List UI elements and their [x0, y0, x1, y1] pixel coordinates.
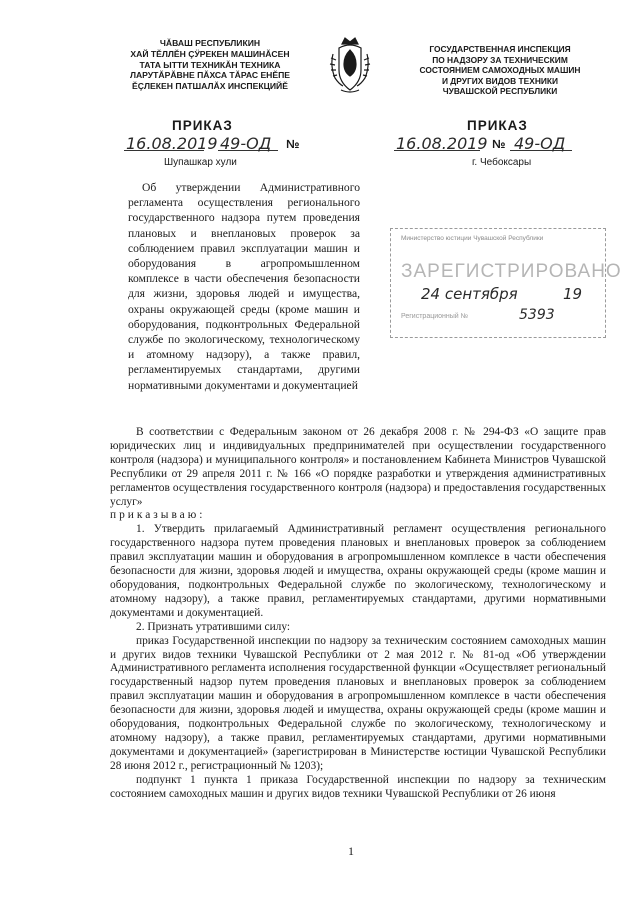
paragraph-repealed-2: подпункт 1 пункта 1 приказа Государственной инспекции по надзору за техническим состоянием самоходных машин и других видов техники Чувашской Республики от 26 июня: [110, 773, 606, 800]
document-title: Об утверждении Административного регламента осуществления регионального государственного надзора путем проведения плановых и внеплановых проверок за соблюдением правил эксплуатации машин и оборудования в агропромышленном комплексе в части обеспечения безопасности для жизни, здоровья людей и имущества, охраны окружающей среды (кроме машин и оборудования, подконтрольных Федеральной службе по экологическому, технологическому и атомному надзору), а также правил, регламентируемых стандартами, другими нормативными документами и документацией: [128, 181, 360, 392]
order-number-right: 49-ОД: [514, 134, 566, 153]
order-title-right: ПРИКАЗ: [467, 118, 528, 133]
header-right-line: СОСТОЯНИЕМ САМОХОДНЫХ МАШИН: [419, 65, 581, 76]
header-right-line: ПО НАДЗОРУ ЗА ТЕХНИЧЕСКИМ: [432, 54, 568, 65]
paragraph-repealed-1: приказ Государственной инспекции по надзору за техническим состоянием самоходных машин и других видов техники Чувашской Республики от 2 мая 2012 г. № 81-од «Об утверждении Административного регламента исполнения государственной функции «Осуществляет региональный государственный надзор путем проведения плановых и внеплановых проверок за соблюдением правил эксплуатации машин и оборудования в агропромышленном комплексе в части обеспечения безопасности для жизни, здоровья людей и имущества, охраны окружающей среды (кроме машин и оборудования, подконтрольных Федеральной службе по экологическому, технологическому и атомному надзору), а также правил, регламентируемых стандартами, другими нормативными документами и документацией» (зарегистрирован в Министерстве юстиции Чувашской Республики 28 июня 2012 г., регистрационный № 1203);: [110, 634, 606, 772]
header-right-line: ГОСУДАРСТВЕННАЯ ИНСПЕКЦИЯ: [429, 44, 571, 54]
paragraph-item-2: 2. Признать утратившими силу:: [136, 620, 291, 633]
header-left-line: ĔÇЛЕКЕН ПАТШАЛĂХ ИНСПЕКЦИЙĔ: [132, 81, 288, 92]
paragraph-preamble: В соответствии с Федеральным законом от 26 декабря 2008 г. № 294-ФЗ «О защите прав юридических лиц и индивидуальных предпринимателей при осуществлении государственного контроля (надзора) и муниципального контроля» и постановлением Кабинета Министров Чувашской Республики от 29 апреля 2011 г. № 166 «О порядке разработки и утверждения административных регламентов осуществления государственного контроля (надзора) и предоставления государственных услуг»: [110, 426, 606, 508]
header-left-line: ЧӐВАШ РЕСПУБЛИКИН: [159, 38, 261, 48]
document-body: [110, 426, 606, 801]
city-left: Шупашкар хули: [164, 157, 237, 168]
stamp-date: 24 сентября: [421, 285, 518, 303]
coat-of-arms-emblem: [327, 36, 373, 96]
number-sign-right: №: [492, 137, 506, 151]
header-left-line: ХАЙ ТĔЛЛĔН ÇӰРЕКЕН МАШИНĂСЕН: [130, 48, 290, 59]
city-right: г. Чебоксары: [472, 157, 532, 168]
header-left: [90, 38, 330, 92]
order-date-right: 16.08.2019: [396, 134, 488, 153]
order-number-left: 49-ОД: [220, 134, 272, 153]
stamp-regno: 5393: [519, 307, 555, 323]
header-left-line: ЛАРУТĂРĂВНЕ ПĂХСА ТĂРАС ЕНĔПЕ: [129, 70, 291, 81]
paragraph-item-1: 1. Утвердить прилагаемый Административный регламент осуществления регионального государственного надзора путем проведения плановых и внеплановых проверок за соблюдением правил эксплуатации машин и оборудования в агропромышленном комплексе в части обеспечения безопасности для жизни, здоровья людей и имущества, охраны окружающей среды (кроме машин и оборудования, подконтрольных Федеральной службе по экологическому, технологическому и атомному надзору), а также правил, регламентируемых стандартами, другими нормативными документами и документацией.: [110, 523, 606, 619]
paragraph-order: приказываю:: [110, 509, 206, 522]
stamp-header: Министерство юстиции Чувашской Республики: [401, 235, 544, 242]
stamp-registered: ЗАРЕГИСТРИРОВАНО: [401, 261, 622, 282]
stamp-year: 19: [563, 285, 583, 303]
order-date-left: 16.08.2019: [126, 134, 218, 153]
header-right-line: ЧУВАШСКОЙ РЕСПУБЛИКИ: [442, 86, 558, 97]
registration-stamp: [390, 228, 622, 338]
order-title-left: ПРИКАЗ: [172, 118, 233, 133]
stamp-regno-label: Регистрационный №: [401, 313, 469, 320]
header-left-line: ТАТА ЫТТИ ТЕХНИКĂН ТЕХНИКА: [139, 59, 281, 70]
number-sign-left: №: [286, 137, 300, 151]
header-right: [400, 44, 600, 97]
header-right-line: И ДРУГИХ ВИДОВ ТЕХНИКИ: [441, 75, 559, 86]
page-number: 1: [348, 844, 354, 858]
